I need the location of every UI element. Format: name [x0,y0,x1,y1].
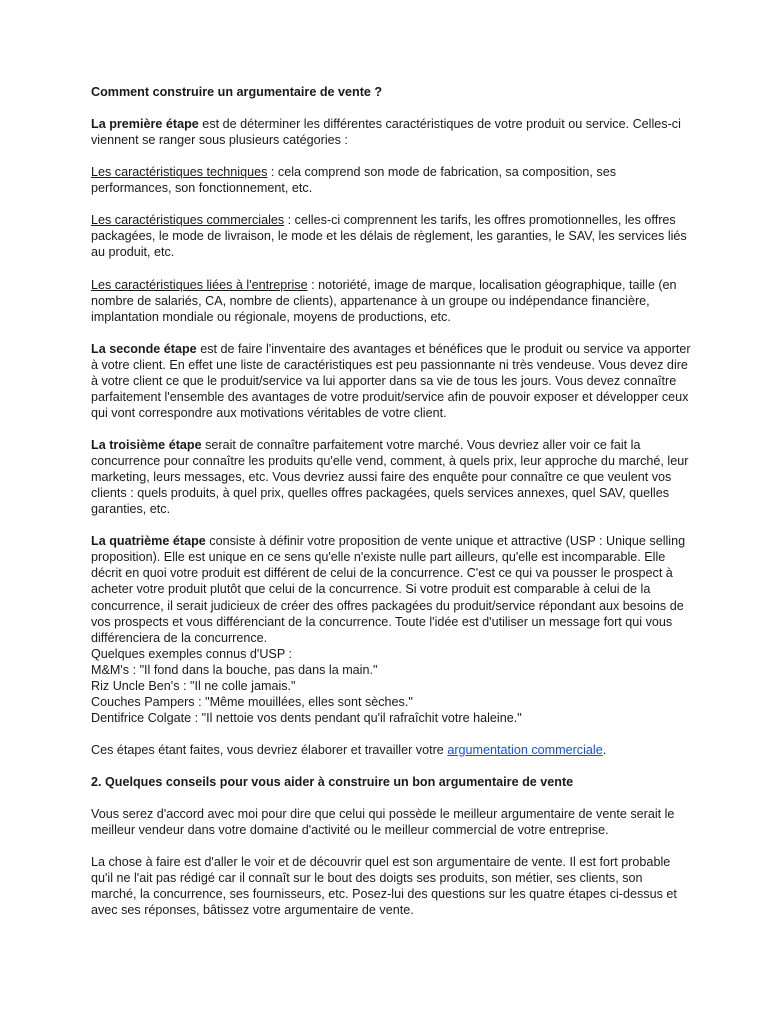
document-page [91,84,691,918]
second-step-lead: La seconde étape [91,341,197,356]
paragraph-ask-seller: La chose à faire est d'aller le voir et de découvrir quel est son argumentaire de vente. Il est fort probable qu'il ne l'ait pas rédigé car il connaît sur le bout des doigts ses produits, son métier, ses clients, son marché, la concurrence, ses fournisseurs, etc. Posez-lui des questions sur les quatre étapes ci-dessus et avec ses réponses, bâtissez votre argumentaire de vente. [91,855,677,918]
conclusion-text: Ces étapes étant faites, vous devriez élaborer et travailler votre [91,742,448,757]
paragraph-best-seller: Vous serez d'accord avec moi pour dire que celui qui possède le meilleur argumentaire de vente serait le meilleur vendeur dans votre domaine d'activité ou le meilleur commercial de votre entreprise. [91,807,675,838]
section-2-title: 2. Quelques conseils pour vous aider à construire un bon argumentaire de vente [91,775,574,790]
commercial-text: : celles-ci comprennent les tarifs, les offres promotionnelles, les offres packagées, le mode de livraison, le mode et les délais de règlement, les garanties, le SAV, les services liés au produit, etc. [91,213,687,260]
spacer [91,517,691,533]
argumentation-commerciale-link[interactable]: argumentation commerciale [447,742,603,757]
spacer [91,838,691,854]
usp-examples-intro: Quelques exemples connus d'USP : [91,646,292,661]
third-step-text: serait de connaître parfaitement votre marché. Vous devriez aller voir ce fait la concurrence pour connaître les produits qu'elle vend, comment, à quels prix, leur approche du marché, leur marketing, leurs messages, etc. Vous devriez aussi faire des enquête pour connaître ce que veulent vos clients : quels produits, à quel prix, quelles offres packagées, quels services annexes, quel SAV, quelles garanties, etc. [91,438,689,517]
paragraph-fourth-step [91,533,691,645]
commercial-label: Les caractéristiques commerciales [91,213,285,228]
document-title: Comment construire un argumentaire de vente ? [91,85,383,99]
paragraph-technical [91,164,691,196]
fourth-step-text: consiste à définir votre proposition de vente unique et attractive (USP : Unique selling proposition). Elle est unique en ce sens qu'elle n'existe nulle part ailleurs, qu'elle est incomparable. Elle décrit en quoi votre produit est différent de celui de la concurrence. C'est ce qui va pousser le prospect à acheter votre produit plutôt que celui de la concurrence. Si votre produit est comparable à celui de la concurrence, il serait judicieux de créer des offres packagées du produit/service répondant aux besoins de vos prospects et vous différenciant de la concurrence. Toute l'idée est d'utiliser un message fort qui vous différenciera de la concurrence. [91,534,686,645]
spacer [91,261,691,277]
usp-example: Dentifrice Colgate : "Il nettoie vos dents pendant qu'il rafraîchit votre haleine." [91,710,522,725]
first-step-text: est de déterminer les différentes caractéristiques de votre produit ou service. Celles-ci viennent se ranger sous plusieurs catégories : [91,117,681,148]
usp-example: Riz Uncle Ben's : "Il ne colle jamais." [91,678,296,693]
paragraph-third-step [91,437,691,517]
paragraph-second-step [91,341,691,421]
spacer [91,421,691,437]
spacer [91,790,691,806]
paragraph-commercial [91,212,691,260]
spacer [91,196,691,212]
usp-example: Couches Pampers : "Même mouillées, elles sont sèches." [91,694,413,709]
usp-example: M&M's : "Il fond dans la bouche, pas dans la main." [91,662,378,677]
technical-label: Les caractéristiques techniques [91,165,268,180]
spacer [91,100,691,116]
spacer [91,325,691,341]
company-text: : notoriété, image de marque, localisation géographique, taille (en nombre de salariés, CA, nombre de clients), appartenance à un groupe ou indépendance financière, implantation mondiale ou régionale, moyens de productions, etc. [91,277,677,324]
first-step-lead: La première étape [91,117,199,132]
third-step-lead: La troisième étape [91,438,202,453]
paragraph-company [91,277,691,325]
second-step-text: est de faire l'inventaire des avantages et bénéfices que le produit ou service va apporter à votre client. En effet une liste de caractéristiques est peu passionnante ni très vendeuse. Vous devez dire à votre client ce que le produit/service va lui apporter dans sa vie de tous les jours. Vous devez connaître parfaitement l'ensemble des avantages de votre produit/service afin de pouvoir exposer et développer ceux qui vont correspondre aux motivations véritables de votre client. [91,341,691,420]
spacer [91,726,691,742]
fourth-step-lead: La quatrième étape [91,534,206,549]
conclusion-end: . [602,742,607,757]
paragraph-first-step [91,116,691,148]
paragraph-conclusion [91,742,691,758]
technical-text: : cela comprend son mode de fabrication, sa composition, ses performances, son fonctionnement, etc. [91,165,617,196]
spacer [91,758,691,774]
company-label: Les caractéristiques liées à l'entreprise [91,277,308,292]
usp-examples [91,646,691,726]
spacer [91,148,691,164]
